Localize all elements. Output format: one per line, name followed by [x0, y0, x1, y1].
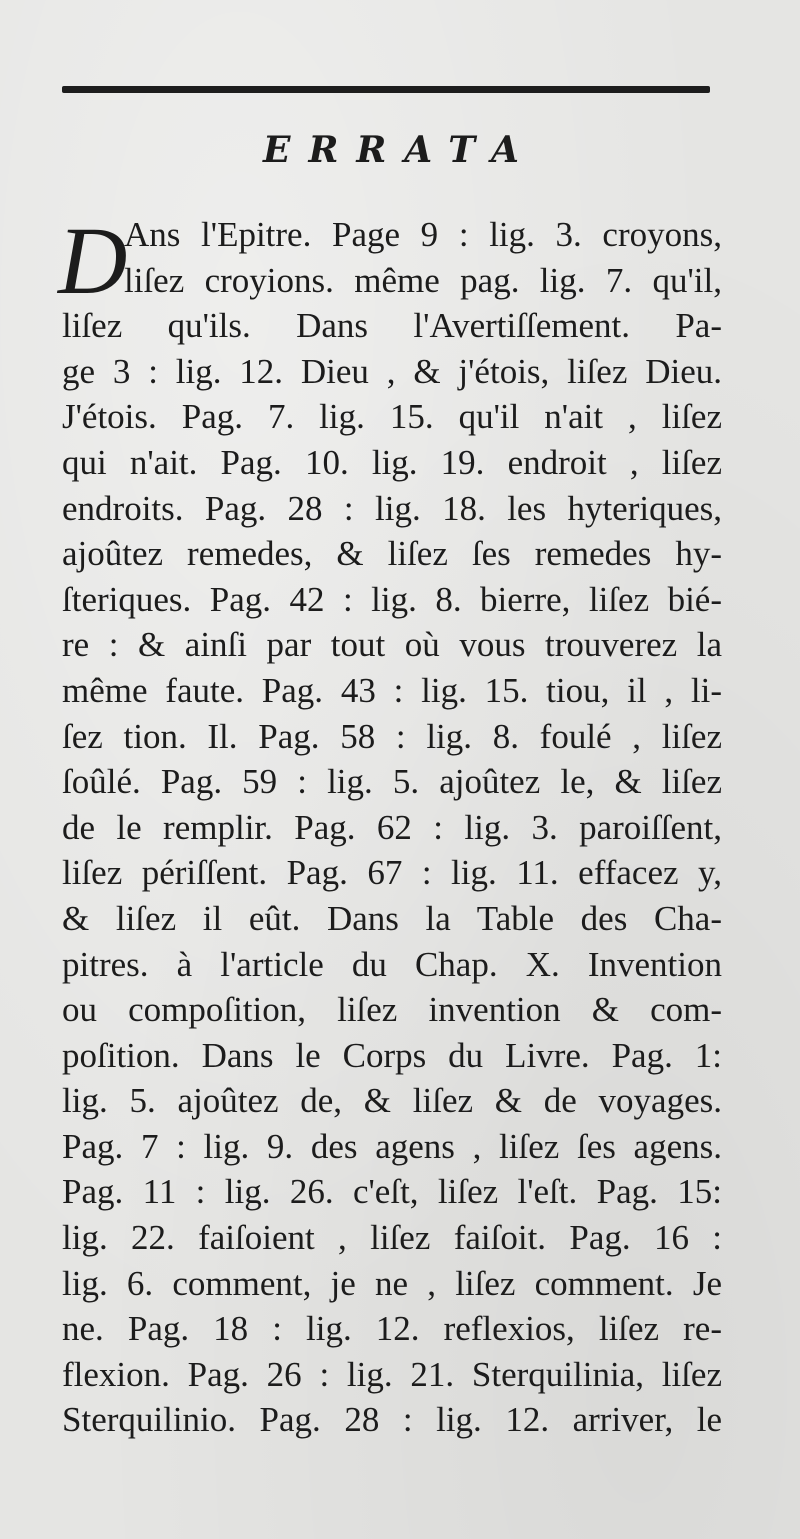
errata-line: ſoûlé. Pag. 59 : lig. 5. ajoûtez le, & liſez — [62, 762, 722, 802]
errata-line: ajoûtez remedes, & liſez ſes remedes hy- — [62, 534, 722, 574]
header-rule — [62, 86, 710, 93]
errata-line: liſez qu'ils. Dans l'Avertiſſement. Pa- — [62, 306, 722, 346]
page-title: ERRATA — [263, 129, 537, 171]
errata-line: liſez croyions. même pag. lig. 7. qu'il, — [124, 260, 722, 300]
errata-line: liſez périſſent. Pag. 67 : lig. 11. effacez y, — [62, 853, 722, 893]
errata-line: Sterquilinio. Pag. 28 : lig. 12. arriver, le — [62, 1400, 722, 1440]
errata-line: ſez tion. Il. Pag. 58 : lig. 8. foulé , liſez — [62, 716, 722, 756]
errata-line: re : & ainſi par tout où vous trouverez la — [62, 625, 722, 665]
errata-line: endroits. Pag. 28 : lig. 18. les hyteriques, — [62, 488, 722, 528]
errata-line: & liſez il eût. Dans la Table des Cha- — [62, 898, 722, 938]
errata-text — [58, 207, 722, 1443]
errata-line: lig. 5. ajoûtez de, & liſez & de voyages. — [62, 1081, 722, 1121]
errata-line: ne. Pag. 18 : lig. 12. reflexios, liſez re- — [62, 1309, 722, 1349]
errata-line: poſition. Dans le Corps du Livre. Pag. 1: — [62, 1035, 722, 1075]
errata-line: flexion. Pag. 26 : lig. 21. Sterquilinia, liſez — [62, 1354, 722, 1394]
errata-line: Ans l'Epitre. Page 9 : lig. 3. croyons, — [124, 215, 722, 254]
errata-line: pitres. à l'article du Chap. X. Invention — [62, 944, 722, 984]
errata-line: lig. 6. comment, je ne , liſez comment. Je — [62, 1263, 722, 1303]
errata-line: J'étois. Pag. 7. lig. 15. qu'il n'ait , liſez — [62, 397, 722, 437]
errata-line: Pag. 11 : lig. 26. c'eſt, liſez l'eſt. Pag. 15: — [62, 1172, 722, 1212]
errata-line: de le remplir. Pag. 62 : lig. 3. paroiſſent, — [62, 807, 722, 847]
errata-line: lig. 22. faiſoient , liſez faiſoit. Pag. 16 : — [62, 1218, 722, 1258]
errata-line: qui n'ait. Pag. 10. lig. 19. endroit , liſez — [62, 442, 722, 482]
errata-line: ſteriques. Pag. 42 : lig. 8. bierre, liſez bié- — [62, 579, 722, 619]
drop-cap: D — [58, 207, 128, 314]
errata-line: Pag. 7 : lig. 9. des agens , liſez ſes agens. — [62, 1126, 722, 1166]
errata-line: même faute. Pag. 43 : lig. 15. tiou, il , li- — [62, 670, 722, 710]
errata-line: ou compoſition, liſez invention & com- — [62, 990, 722, 1030]
errata-line: ge 3 : lig. 12. Dieu , & j'étois, liſez Dieu. — [62, 351, 722, 391]
